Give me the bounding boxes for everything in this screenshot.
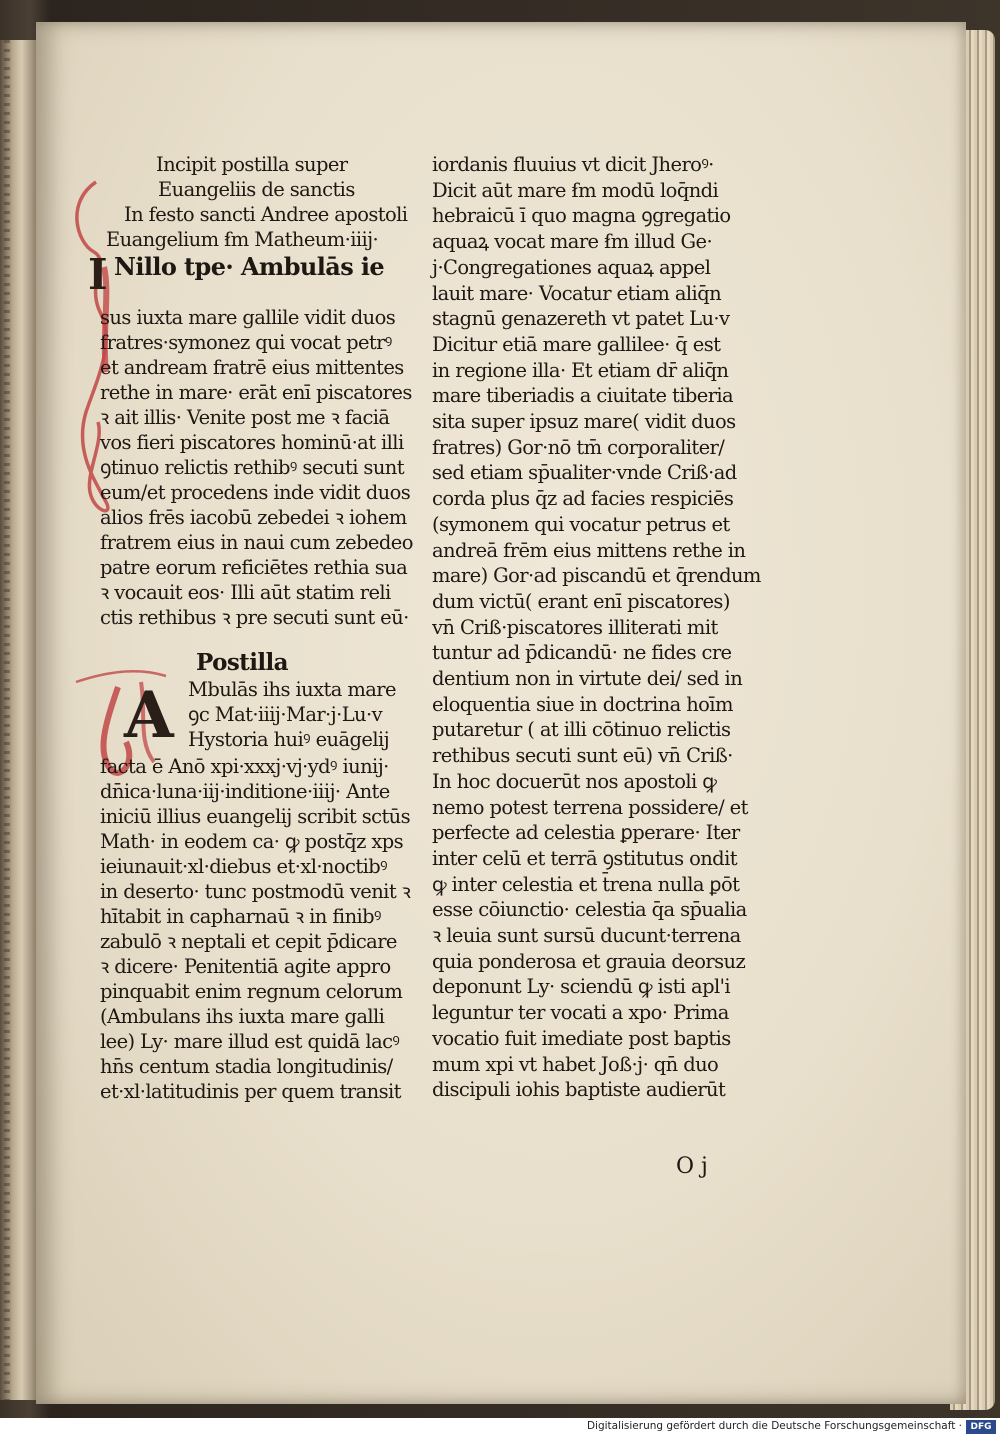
right-column-line: mum xpi vt habet Joß·j· qn̄ duo	[432, 1052, 719, 1076]
right-column-line: dentium non in virtute dei/ sed in	[432, 667, 743, 690]
left-book-edge	[0, 40, 36, 1400]
left-column-line: ꝛ dicere· Penitentiā agite appro	[100, 955, 391, 978]
manuscript-page	[36, 22, 966, 1404]
right-column-line: sed etiam sp̄ualiter·vnde Criß·ad	[432, 461, 737, 485]
left-column-line: ꝯtinuo relictis rethibꝰ secuti sunt	[100, 456, 404, 479]
right-column-line: vocatio fuit imediate post baptis	[432, 1026, 731, 1050]
right-column-line: quia ponderosa et grauia deorsuz	[432, 949, 746, 973]
right-column-line: corda plus q̄z ad facies respiciēs	[432, 487, 734, 511]
left-column-line: zabulō ꝛ neptali et cepit p̄dicare	[100, 930, 397, 953]
left-column-line: hītabit in capharnaū ꝛ in finibꝰ	[100, 905, 381, 928]
right-column-line: dum victū( erant enī piscatores)	[432, 589, 730, 613]
left-column-line: ctis rethibus ꝛ pre secuti sunt eū·	[100, 606, 409, 629]
left-column-line: hn̄s centum stadia longitudinis/	[100, 1055, 393, 1078]
left-column-line: In festo sancti Andree apostoli	[124, 203, 408, 226]
left-column-line: fratrem eius in naui cum zebedeo	[100, 531, 413, 554]
right-column-line: discipuli iohis baptiste audierūt	[432, 1078, 726, 1102]
left-column-line: Nillo tpe· Ambulās ie	[114, 252, 385, 281]
right-column-line: perfecte ad celestia ꝑperare· Iter	[432, 821, 740, 845]
left-column-line: fratres·symonez qui vocat petrꝰ	[100, 331, 392, 354]
initial-letter-a: A	[124, 678, 174, 753]
right-column-line: eloquentia siue in doctrina hoīm	[432, 692, 733, 716]
signature-mark: O j	[676, 1154, 708, 1179]
right-column-line: iordanis fluuius vt dicit Jheroꝰ·	[432, 153, 714, 176]
right-column-line: andreā frēm eius mittens rethe in	[432, 538, 746, 562]
right-column-line: Dicitur etiā mare gallilee· q̄ est	[432, 332, 721, 356]
left-column-line: Incipit postilla super	[156, 153, 348, 176]
right-column-line: sita super ipsuz mare( vidit duos	[432, 410, 736, 433]
right-column-line: aquaꝝ vocat mare ẜm illud Ge·	[432, 230, 713, 254]
right-column-line: In hoc docuerūt nos apostoli ꝙ	[432, 769, 717, 793]
left-column-line: in deserto· tunc postmodū venit ꝛ	[100, 880, 411, 903]
right-column-line: ꝙ inter celestia et t̄rena nulla ꝑōt	[432, 872, 740, 896]
right-column-line: fratres) Gor·nō tm̄ corporaliter/	[432, 435, 725, 459]
right-column-line: ꝛ leuia sunt sursū ducunt·terrena	[432, 924, 741, 947]
right-column-line: mare tiberiadis a ciuitate tiberia	[432, 384, 734, 408]
left-column-line: iniciū illius euangelij scribit sctūs	[100, 805, 411, 828]
right-column-line: esse cōiunctio· celestia q̄a sp̄ualia	[432, 898, 747, 922]
left-column-line: Hystoria huiꝰ euāgelij	[188, 728, 390, 751]
right-column-line: nemo potest terrena possidere/ et	[432, 795, 748, 819]
right-column-line: putaretur ( at illi cōtinuo relictis	[432, 718, 731, 742]
left-column-line: pinquabit enim regnum celorum	[100, 980, 403, 1003]
right-column-line: rethibus secuti sunt eū) vn̄ Criß·	[432, 744, 733, 768]
left-column-line: Postilla	[196, 649, 288, 676]
right-column-line: Dicit aūt mare ẜm modū loq̄ndi	[432, 178, 719, 202]
right-column-line: stagnū genazereth vt patet Lu·v	[432, 307, 730, 331]
left-column-line: Math· in eodem ca· ꝙ postq̄z xps	[100, 830, 404, 853]
left-column-line: patre eorum reficiētes rethia sua	[100, 556, 408, 579]
initial-letter-i: I	[88, 250, 108, 299]
right-column-line: (symonem qui vocatur petrus et	[432, 512, 730, 536]
left-column-line: alios frēs iacobū zebedei ꝛ iohem	[100, 506, 407, 529]
right-column-line: hebraicū ī quo magna ꝯgregatio	[432, 204, 731, 228]
right-column-line: lauit mare· Vocatur etiam aliq̄n	[432, 281, 722, 305]
left-column-line: ꝛ vocauit eos· Illi aūt statim reli	[100, 581, 391, 604]
right-column-line: vn̄ Criß·piscatores illiterati mit	[432, 615, 718, 639]
left-column-line: (Ambulans ihs iuxta mare galli	[100, 1005, 385, 1028]
right-column-line: in regione illa· Et etiam dr̄ aliq̄n	[432, 358, 729, 382]
left-column-line: vos fieri piscatores hominū·at illi	[100, 431, 404, 454]
left-column-line: et·xl·latitudinis per quem transit	[100, 1080, 401, 1103]
left-column-line: et andream fratrē eius mittentes	[100, 356, 404, 379]
right-column-line: j·Congregationes aquaꝝ appel	[432, 255, 711, 279]
left-column-line: Euangelium ẜm Matheum·iiij·	[106, 228, 379, 251]
dfg-logo: DFG	[966, 1420, 996, 1434]
left-column-line: ꝛ ait illis· Venite post me ꝛ faciā	[100, 406, 390, 429]
right-column-line: mare) Gor·ad piscandū et q̄rendum	[432, 564, 761, 588]
left-column-line: dn̄ica·luna·iij·inditione·iiij· Ante	[100, 780, 390, 803]
left-column-line: Euangeliis de sanctis	[158, 178, 355, 201]
left-column-line: lee) Ly· mare illud est quidā lacꝰ	[100, 1030, 400, 1053]
right-column-line: inter celū et terrā ꝯstitutus ondit	[432, 846, 737, 870]
left-column-line: rethe in mare· erāt enī piscatores	[100, 381, 412, 404]
digitization-credit: Digitalisierung gefördert durch die Deutsche Forschungsgemeinschaft ·	[586, 1420, 962, 1432]
left-column-line: ieiunauit·xl·diebus et·xl·noctibꝰ	[100, 855, 387, 878]
left-column-line: Mbulās ihs iuxta mare	[188, 678, 396, 701]
right-column-line: deponunt Ly· sciendū ꝙ isti apl'i	[432, 975, 730, 999]
left-column-line: eum/et procedens inde vidit duos	[100, 481, 411, 504]
right-column-line: leguntur ter vocati a xpo· Prima	[432, 1001, 729, 1025]
right-column-line: tuntur ad p̄dicandū· ne fides cre	[432, 641, 732, 665]
left-column-line: ꝯc Mat·iiij·Mar·j·Lu·v	[188, 703, 383, 726]
left-column-line: facta ē Anō xpi·xxxj·vj·ydꝰ iunij·	[100, 755, 389, 778]
left-column-line: sus iuxta mare gallile vidit duos	[100, 306, 396, 329]
